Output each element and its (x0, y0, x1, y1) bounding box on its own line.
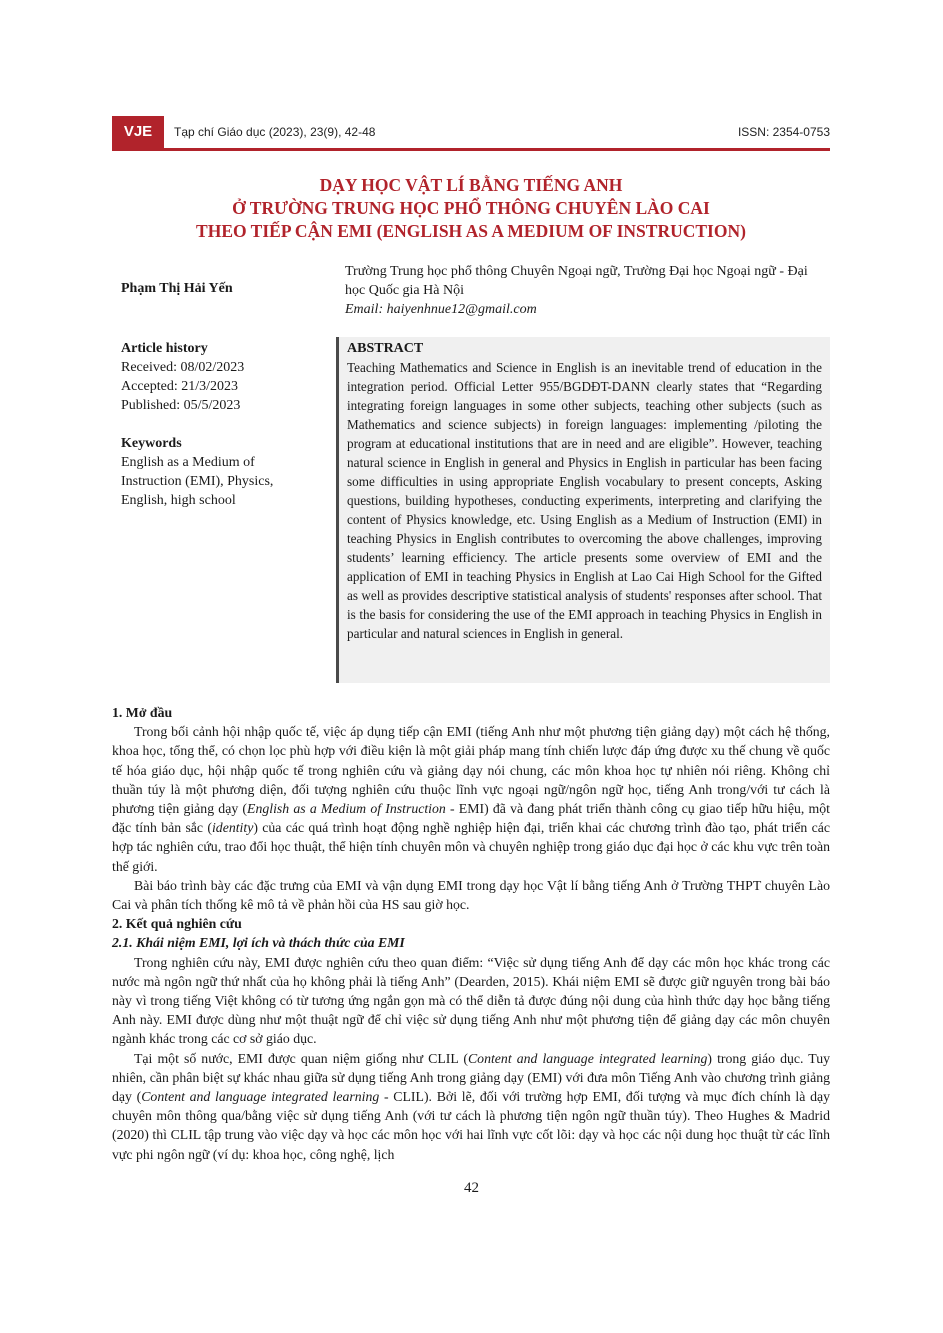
section-heading-results: 2. Kết quả nghiên cứu (112, 916, 242, 932)
emphasis-clil-2: Content and language integrated learning (141, 1089, 380, 1105)
affiliation-text: Trường Trung học phổ thông Chuyên Ngoại ngữ, Trường Đại học Ngoại ngữ - Đại học Quốc gia Hà Nội (345, 264, 808, 298)
paragraph-intro-1: Trong bối cảnh hội nhập quốc tế, việc áp dụng tiếp cận EMI (tiếng Anh như một phương tiện giảng dạy) một cách hệ thống, khoa học, tổng thể, có chọn lọc phù hợp với điều kiện là một giải pháp mang tính chiến lược đáp ứng được xu thế chung về quốc tế hóa giáo dục, hội nhập quốc tế trong nghiên cứu và giảng dạy nói chung, các môn khoa học tự nhiên nói riêng. Không chỉ thuần túy là một phương diện, đối tượng nghiên cứu thuộc lĩnh vực ngoại ngữ/ngôn ngữ học, tiếng Anh trong/với tư cách là phương tiện giảng dạy (English as a Medium of Instruction - EMI) đã và đang phát triển thành công cụ giao tiếp hữu hiệu, một đặc tính bản sắc (identity) của các quá trình hoạt động nghề nghiệp hiện đại, triển khai các chương trình đào tạo, phát triển các hợp tác nghiên cứu, trao đổi học thuật, thể hiện tính chuyên môn và chuyên nghiệp trong giáo dục đại học ở các khu vực trên toàn thế giới. (112, 724, 830, 874)
page-header (112, 116, 830, 151)
received-date: Received: 08/02/2023 (121, 360, 245, 375)
journal-badge: VJE (112, 116, 164, 148)
title-line-3: THEO TIẾP CẬN EMI (ENGLISH AS A MEDIUM OF INSTRUCTION) (196, 221, 746, 241)
keywords-heading: Keywords (121, 436, 182, 451)
title-line-1: DẠY HỌC VẬT LÍ BẰNG TIẾNG ANH (319, 175, 623, 195)
article-history (121, 339, 321, 415)
keywords-text: English as a Medium of Instruction (EMI), Physics, English, high school (121, 455, 274, 508)
paragraph-results-2: Tại một số nước, EMI được quan niệm giống như CLIL (Content and language integrated learning) trong giáo dục. Tuy nhiên, cần phân biệt sự khác nhau giữa sử dụng tiếng Anh trong giảng dạy (EMI) với đưa môn Tiếng Anh vào chương trình giảng dạy (Content and language integrated learning - CLIL). Bởi lẽ, đối với trường hợp EMI, đối tượng và mục đích chính là dạy chuyên môn thông qua/bằng việc sử dụng tiếng Anh (với tư cách là phương tiện ngôn ngữ thuần túy). Theo Hughes & Madrid (2020) thì CLIL tập trung vào việc dạy và học các môn học với hai lĩnh vực cốt lõi: dạy và học các nội dung học thuật từ các lĩnh vực phi ngôn ngữ (ví dụ: khoa học, công nghệ, lịch (112, 1050, 830, 1162)
keywords (121, 434, 301, 510)
author-name: Phạm Thị Hải Yến (121, 281, 233, 296)
paragraph-results-1: Trong nghiên cứu này, EMI được nghiên cứu theo quan điểm: “Việc sử dụng tiếng Anh để dạy các môn học khác trong các nước mà ngôn ngữ thứ nhất của họ không phải là tiếng Anh” (Dearden, 2015). Khái niệm EMI sẽ được giữ nguyên trong bài báo này vì trong tiếng Việt không có từ tương ứng ngắn gọn mà có thể diễn tả được đúng nội dung của hình thức dạy học bằng tiếng Anh này. EMI được dùng như một thuật ngữ để chỉ việc sử dụng tiếng Anh như một phương tiện để giảng dạy các môn chuyên ngành khác trong các cơ sở giáo dục. (112, 954, 830, 1047)
published-date: Published: 05/5/2023 (121, 398, 241, 413)
page-number: 42 (464, 1180, 479, 1196)
abstract-text: Teaching Mathematics and Science in English is an inevitable trend of education in the integration period. Official Letter 955/BGDĐT-DANN clearly states that “Regarding integrating foreign languages in some other subjects, teaching other subjects (such as Mathematics and science subjects) in foreign languages: implementing /piloting the program at educational institutions that are in need and are eligible”. However, teaching natural science in English in general and Physics in English in particular has been facing some difficulties in using appropriate English vocabulary to present concepts, Asking questions, building hypotheses, conducting experiments, interpreting and clarifying the content of Physics knowledge, etc. Using English as a Medium of Instruction (EMI) in teaching Physics in English contributes to overcoming the above challenges, improving students’ learning efficiency. The article presents some overview of EMI and the application of EMI in teaching Physics in English at Lao Cai High School for the Gifted as well as provides descriptive statistical analysis of students' responses after school. That is the basis for considering the use of the EMI approach in teaching Physics in English in particular and natural sciences in English in general. (347, 360, 822, 641)
title-line-2: Ở TRƯỜNG TRUNG HỌC PHỔ THÔNG CHUYÊN LÀO CAI (232, 198, 710, 218)
journal-citation: Tạp chí Giáo dục (2023), 23(9), 42-48 (174, 125, 376, 139)
subsection-heading-2-1: 2.1. Khái niệm EMI, lợi ích và thách thức của EMI (112, 935, 405, 951)
abstract-box (336, 337, 830, 683)
issn: ISSN: 2354-0753 (737, 125, 830, 139)
paragraph-intro-2: Bài báo trình bày các đặc trưng của EMI và vận dụng EMI trong dạy học Vật lí bằng tiếng Anh ở Trường THPT chuyên Lào Cai và phân tích thống kê mô tả về phản hồi của HS sau giờ học. (112, 877, 830, 913)
accepted-date: Accepted: 21/3/2023 (121, 379, 239, 394)
article-title (112, 174, 830, 243)
abstract-heading: ABSTRACT (347, 341, 424, 356)
emphasis-emi: English as a Medium of Instruction (247, 801, 446, 817)
author-email[interactable]: Email: haiyenhnue12@gmail.com (345, 302, 537, 317)
author-affiliation (345, 262, 830, 319)
emphasis-identity: identity (211, 820, 254, 836)
emphasis-clil-1: Content and language integrated learning (467, 1050, 708, 1066)
article-body (112, 703, 830, 1164)
history-heading: Article history (121, 341, 208, 356)
section-heading-intro: 1. Mở đầu (112, 705, 173, 720)
